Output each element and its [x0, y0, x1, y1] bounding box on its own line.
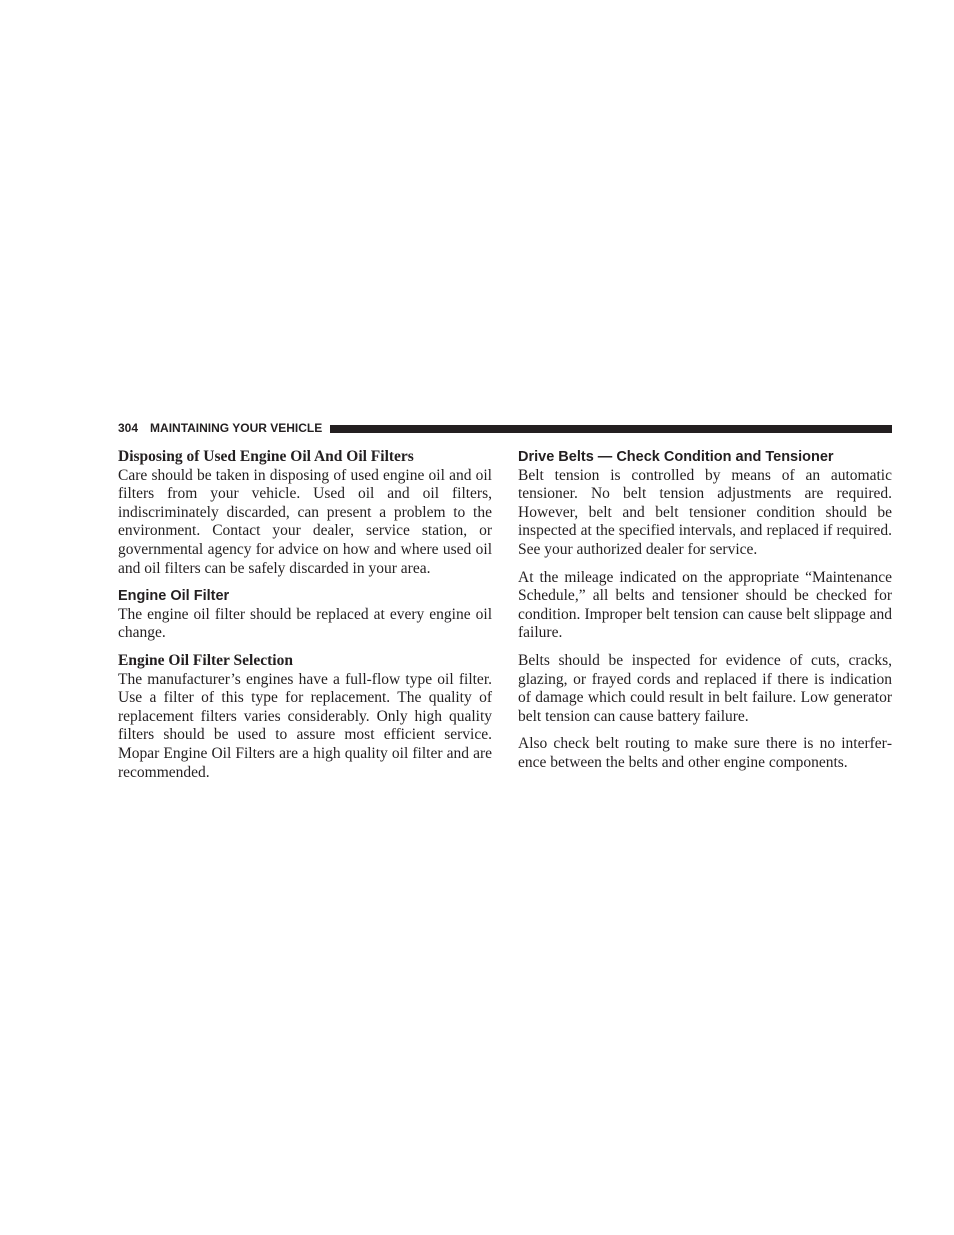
right-column	[518, 448, 892, 782]
section-heading: Engine Oil Filter	[118, 588, 230, 605]
section-body: The engine oil filter should be replaced at every engine oil change.	[118, 605, 492, 642]
section-body: Care should be taken in disposing of used engine oil and oil filters from your vehicle. Used oil and oil filters, indiscriminately discarded, can present a problem to the environment. Contact your dealer, service station, or governmental agency for advice on how and where used oil and oil filters can be safely discarded in your area.	[118, 466, 492, 577]
section-engine-oil-filter	[118, 587, 492, 643]
section-disposing-oil	[118, 448, 492, 578]
paragraph: Belts should be inspected for evidence of cuts, cracks, glazing, or frayed cords and replaced if there is indication of damage which could result in belt failure. Low generator belt tension can cause battery failure.	[518, 651, 892, 725]
section-body: The manufacturer’s engines have a full-flow type oil filter. Use a filter of this type for replacement. The quality of replacement filters varies considerably. Only high quality filters should be used to assure most efficient service. Mopar Engine Oil Filters are a high quality oil filter and are recommended.	[118, 670, 492, 781]
paragraph: Also check belt routing to make sure there is no interference between the belts and other engine components.	[518, 735, 892, 771]
paragraph: At the mileage indicated on the appropriate “Maintenance Schedule,” all belts and tensioner should be checked for condition. Improper belt tension can cause belt slippage and failure.	[518, 568, 892, 642]
header-rule	[330, 425, 892, 433]
paragraph: Belt tension is controlled by means of an automatic tensioner. No belt tension adjustments are required. However, belt and belt tensioner condition should be inspected at the specified intervals, and replaced if required. See your authorized dealer for service.	[518, 466, 892, 558]
section-heading: Disposing of Used Engine Oil And Oil Filters	[118, 448, 414, 465]
page-number: 304	[118, 421, 139, 435]
running-section-title: MAINTAINING YOUR VEHICLE	[150, 421, 323, 435]
section-filter-selection	[118, 652, 492, 782]
left-column	[118, 448, 492, 791]
section-heading: Engine Oil Filter Selection	[118, 651, 293, 669]
section-heading-drive-belts: Drive Belts — Check Condition and Tensioner	[518, 449, 834, 465]
page-header	[118, 420, 892, 436]
